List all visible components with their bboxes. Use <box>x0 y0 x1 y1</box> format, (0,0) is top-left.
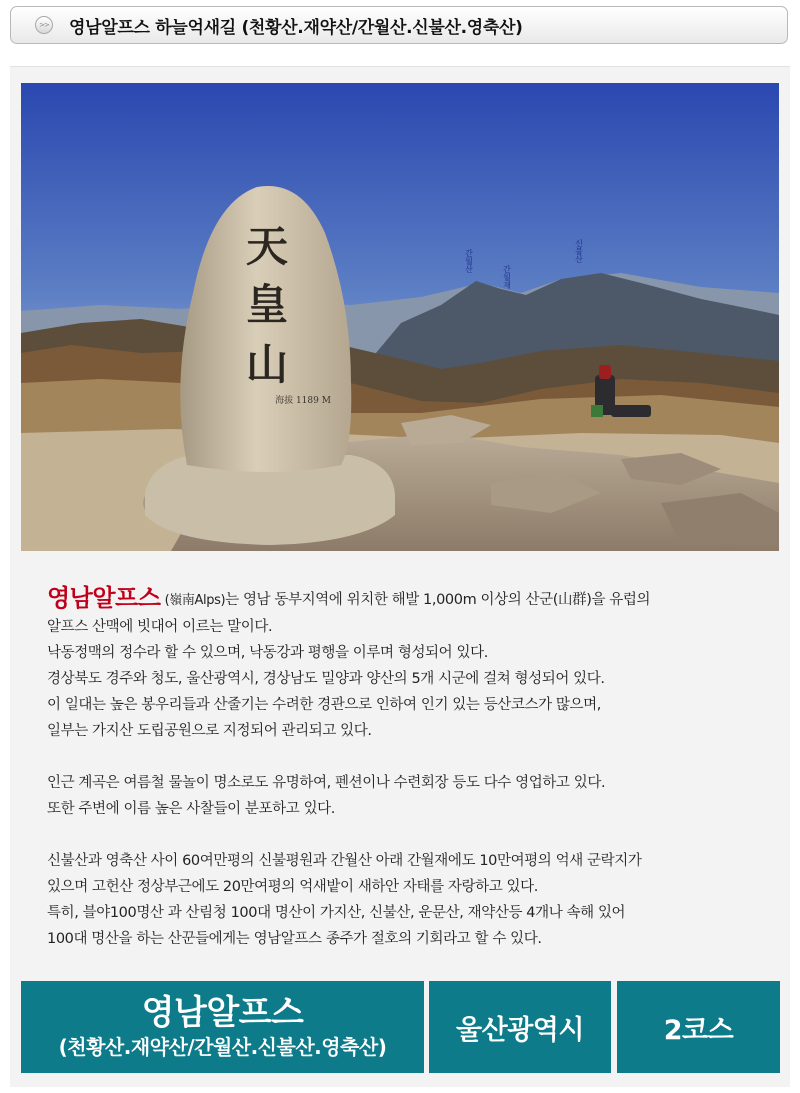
mountain-name-box <box>21 981 424 1073</box>
desc-line-8: 또한 주변에 이름 높은 사찰들이 분포하고 있다. <box>47 801 335 817</box>
description <box>47 585 762 952</box>
double-chevron-icon: >> <box>35 16 53 34</box>
desc-line-3: 낙동정맥의 정수라 할 수 있으며, 낙동강과 평행을 이루며 형성되어 있다. <box>47 645 488 661</box>
desc-line-12: 100대 명산을 하는 산꾼들에게는 영남알프스 종주가 절호의 기회라고 할 수 있다. <box>47 931 542 947</box>
label-ganwolsan: 간월산 <box>464 249 474 273</box>
paragraph-gap <box>47 822 762 848</box>
desc-line-text: 는 영남 동부지역에 위치한 해발 1,000m 이상의 산군(山群)을 유럽의 <box>225 592 651 608</box>
desc-line-10: 있으며 고헌산 정상부근에도 20만여평의 억새밭이 새하안 자태를 자랑하고 있다. <box>47 879 538 895</box>
stone-altitude: 海拔 1189 M <box>275 396 331 406</box>
label-ganwoljae: 간월재 <box>502 265 512 289</box>
region-box <box>429 981 611 1073</box>
region-label: 울산광역시 <box>456 1014 584 1046</box>
stone-char-2: 皇 <box>245 280 289 329</box>
course-count-box <box>617 981 780 1073</box>
desc-line-5: 이 일대는 높은 봉우리들과 산줄기는 수려한 경관으로 인하여 인기 있는 등산코스가 많으며, <box>47 697 601 713</box>
stone-char-3: 山 <box>245 340 289 389</box>
label-sinbulsan: 신불산 <box>574 239 584 263</box>
course-count: 2코스 <box>663 1014 734 1046</box>
desc-line-11: 특히, 블야100명산 과 산림청 100대 명산이 가지산, 신불산, 운문산, 재약산등 4개나 속해 있어 <box>47 905 626 921</box>
mountain-name: 영남알프스 <box>141 993 304 1033</box>
desc-line-9: 신불산과 영축산 사이 60여만평의 신불평원과 간월산 아래 간월재에도 10만여평의 억새 군락지가 <box>47 853 642 869</box>
brand-name: 영남알프스 <box>47 584 161 612</box>
mountain-summit-photo <box>21 83 779 551</box>
page-header <box>10 6 788 44</box>
desc-line-2: 알프스 산맥에 빗대어 이르는 말이다. <box>47 619 273 635</box>
brand-suffix: (嶺南Alps) <box>164 593 226 608</box>
desc-line-4: 경상북도 경주와 청도, 울산광역시, 경상남도 밀양과 양산의 5개 시군에 걸쳐 형성되어 있다. <box>47 671 605 687</box>
stone-char-1: 天 <box>245 222 289 271</box>
content-panel <box>10 66 790 1087</box>
paragraph-gap <box>47 744 762 770</box>
page-title: 영남알프스 하늘억새길 (천황산.재약산/간월산.신불산.영축산) <box>69 17 523 38</box>
desc-line-6: 일부는 가지산 도립공원으로 지정되어 관리되고 있다. <box>47 723 372 739</box>
desc-line-1 <box>47 585 762 614</box>
mountain-peaks: (천황산.재약산/간월산.신불산.영축산) <box>58 1035 387 1059</box>
desc-line-7: 인근 계곡은 여름철 물놀이 명소로도 유명하여, 펜션이나 수련회장 등도 다수 영업하고 있다. <box>47 775 606 791</box>
